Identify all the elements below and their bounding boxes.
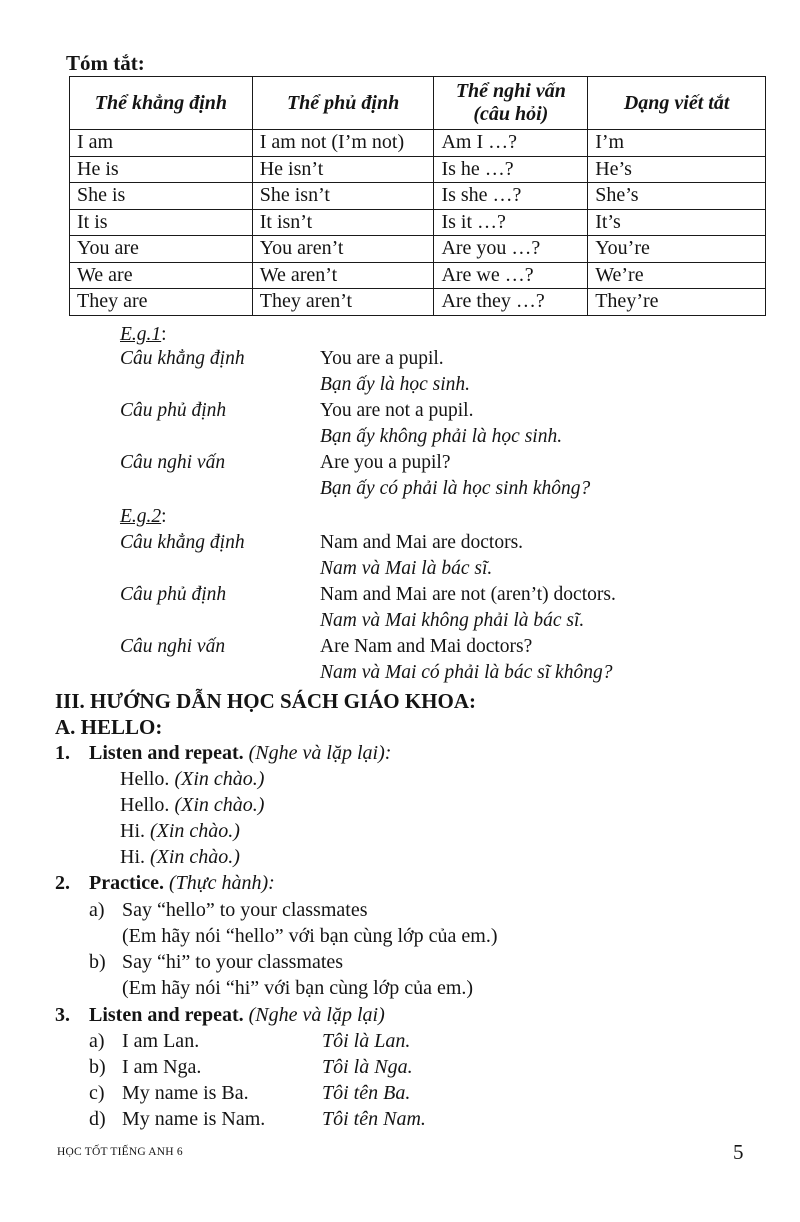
exercise-line: Hi. (Xin chào.) <box>120 820 240 842</box>
example-label: Câu nghi vấn <box>120 636 226 657</box>
example-label: Câu khẳng định <box>120 348 245 369</box>
example-interrogative <box>120 450 720 476</box>
subitem-translation: Tôi tên Nam. <box>322 1108 426 1130</box>
exercise-subitem <box>89 1106 426 1132</box>
subitem-mark: b) <box>89 951 106 973</box>
exercise-line: Hello. (Xin chào.) <box>120 768 265 790</box>
cell-interrogative: Are we …? <box>434 262 588 289</box>
cell-contraction: They’re <box>588 289 766 316</box>
exercise-3 <box>55 1002 385 1028</box>
subitem-translation: Tôi là Nga. <box>322 1056 413 1078</box>
example-translation: Nam và Mai không phải là bác sĩ. <box>320 610 585 631</box>
header-interrogative-line2: (câu hỏi) <box>473 103 549 125</box>
header-negative: Thể phủ định <box>252 77 434 130</box>
footer-book-title: HỌC TỐT TIẾNG ANH 6 <box>57 1146 183 1158</box>
cell-affirmative: We are <box>70 262 253 289</box>
subitem-translation: Tôi tên Ba. <box>322 1082 411 1104</box>
exercise-subitem <box>89 1054 413 1080</box>
example-sentence: You are a pupil. <box>320 348 444 369</box>
header-contraction: Dạng viết tắt <box>588 77 766 130</box>
example-sentence: Nam and Mai are not (aren’t) doctors. <box>320 584 616 605</box>
example-negative <box>120 582 720 608</box>
exercise-line: Hi. (Xin chào.) <box>120 846 240 868</box>
colon: : <box>161 324 167 345</box>
exercise-number: 2. <box>55 872 70 894</box>
cell-interrogative: Is he …? <box>434 156 588 183</box>
cell-negative: It isn’t <box>252 209 434 236</box>
cell-affirmative: I am <box>70 130 253 157</box>
cell-negative: I am not (I’m not) <box>252 130 434 157</box>
example-label: Câu phủ định <box>120 584 227 605</box>
table-row <box>70 183 766 210</box>
exercise-label: Listen and repeat. <box>89 742 244 764</box>
subitem-text: My name is Ba. <box>122 1082 249 1104</box>
cell-interrogative: Is it …? <box>434 209 588 236</box>
exercise-1 <box>55 740 391 766</box>
example-sentence: You are not a pupil. <box>320 400 474 421</box>
table-row <box>70 209 766 236</box>
cell-interrogative: Are they …? <box>434 289 588 316</box>
header-affirmative: Thể khẳng định <box>70 77 253 130</box>
example-translation: Bạn ấy là học sinh. <box>320 374 471 395</box>
exercise-subitem <box>89 1028 411 1054</box>
example-sentence: Nam and Mai are doctors. <box>320 532 524 553</box>
cell-negative: He isn’t <box>252 156 434 183</box>
cell-negative: They aren’t <box>252 289 434 316</box>
example-sentence: Are Nam and Mai doctors? <box>320 636 533 657</box>
summary-table <box>69 76 766 316</box>
example-affirmative <box>120 530 720 556</box>
table-row <box>70 236 766 263</box>
subitem-translation: (Em hãy nói “hi” với bạn cùng lớp của em.) <box>122 977 474 999</box>
example-translation: Nam và Mai là bác sĩ. <box>320 558 493 579</box>
exercise-line: Hello. (Xin chào.) <box>120 794 265 816</box>
colon: : <box>161 506 167 527</box>
cell-negative: We aren’t <box>252 262 434 289</box>
subitem-text: I am Lan. <box>122 1030 200 1052</box>
table-row <box>70 130 766 157</box>
example-interrogative <box>120 634 720 660</box>
header-interrogative <box>434 77 588 130</box>
exercise-translation: (Thực hành): <box>168 872 275 894</box>
exercise-label: Listen and repeat. <box>89 1004 244 1026</box>
cell-negative: She isn’t <box>252 183 434 210</box>
example-title: E.g.2 <box>120 506 162 527</box>
example-title: E.g.1 <box>120 324 162 345</box>
subitem-mark: d) <box>89 1108 106 1130</box>
subitem-translation: Tôi là Lan. <box>322 1030 411 1052</box>
example-label: Câu khẳng định <box>120 532 245 553</box>
section-subheading: A. HELLO: <box>55 715 163 739</box>
cell-interrogative: Is she …? <box>434 183 588 210</box>
example-translation: Bạn ấy không phải là học sinh. <box>320 426 563 447</box>
cell-affirmative: They are <box>70 289 253 316</box>
example-affirmative <box>120 346 720 372</box>
section-heading: III. HƯỚNG DẪN HỌC SÁCH GIÁO KHOA: <box>55 689 476 713</box>
cell-affirmative: You are <box>70 236 253 263</box>
cell-contraction: You’re <box>588 236 766 263</box>
exercise-translation: (Nghe và lặp lại): <box>248 742 392 764</box>
example-translation: Bạn ấy có phải là học sinh không? <box>320 478 591 499</box>
subitem-mark: a) <box>89 899 105 921</box>
exercise-2 <box>55 870 275 896</box>
subitem-text: My name is Nam. <box>122 1108 266 1130</box>
cell-contraction: It’s <box>588 209 766 236</box>
subitem-text: Say “hello” to your classmates <box>122 899 368 921</box>
cell-contraction: He’s <box>588 156 766 183</box>
cell-interrogative: Are you …? <box>434 236 588 263</box>
cell-affirmative: He is <box>70 156 253 183</box>
table-row <box>70 156 766 183</box>
example-label: Câu nghi vấn <box>120 452 226 473</box>
cell-interrogative: Am I …? <box>434 130 588 157</box>
table-row <box>70 262 766 289</box>
cell-affirmative: It is <box>70 209 253 236</box>
example-negative <box>120 398 720 424</box>
subitem-mark: a) <box>89 1030 105 1052</box>
cell-contraction: She’s <box>588 183 766 210</box>
cell-affirmative: She is <box>70 183 253 210</box>
subitem-text: I am Nga. <box>122 1056 202 1078</box>
example-sentence: Are you a pupil? <box>320 452 451 473</box>
exercise-subitem <box>89 1080 411 1106</box>
subitem-mark: b) <box>89 1056 106 1078</box>
cell-contraction: We’re <box>588 262 766 289</box>
subitem-text: Say “hi” to your classmates <box>122 951 344 973</box>
summary-title: Tóm tắt: <box>66 51 145 75</box>
cell-negative: You aren’t <box>252 236 434 263</box>
table-row <box>70 289 766 316</box>
subitem-translation: (Em hãy nói “hello” với bạn cùng lớp của em.) <box>122 925 498 947</box>
table-header-row <box>70 77 766 130</box>
exercise-translation: (Nghe và lặp lại) <box>248 1004 385 1026</box>
cell-contraction: I’m <box>588 130 766 157</box>
subitem-mark: c) <box>89 1082 105 1104</box>
exercise-number: 3. <box>55 1004 70 1026</box>
exercise-subitem <box>89 949 343 975</box>
exercise-number: 1. <box>55 742 70 764</box>
exercise-label: Practice. <box>89 872 164 894</box>
example-translation: Nam và Mai có phải là bác sĩ không? <box>320 662 613 683</box>
header-interrogative-line1: Thể nghi vấn <box>455 80 566 102</box>
example-label: Câu phủ định <box>120 400 227 421</box>
page-number: 5 <box>733 1140 744 1164</box>
exercise-subitem <box>89 897 368 923</box>
